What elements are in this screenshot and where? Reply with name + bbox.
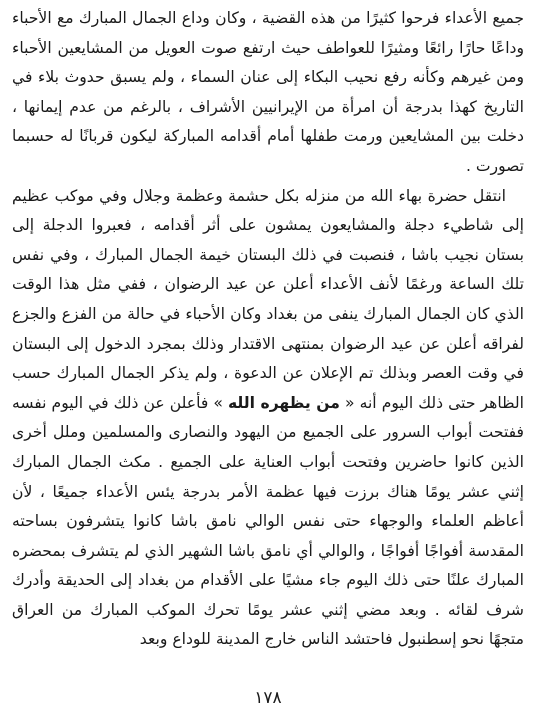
paragraph-1-text: جميع الأعداء فرحوا كثيرًا من هذه القضية ، وكان وداع الجمال المبارك مع الأحباء وداعًا حارًا رائعًا ومثيرًا للعواطف حيث ارتفع صوت العويل من المشايعين الأحباء ومن غيرهم وكأنه رفع نحيب البكاء إلى عنان السماء ، ولم يسبق حدوث بلاء في التاريخ كهذا بدرجة أن امرأة من الإيرانيين الأشراف ، بالرغم من عدم إيمانها ، دخلت بين المشايعين ورمت طفلها أمام أقدامه المباركة ليكون قربانًا له حسبما تصورت . xyxy=(12,9,524,175)
paragraph-2-text-end: » فأعلن عن ذلك في اليوم نفسه ففتحت أبواب السرور على الجميع من اليهود والنصارى والمسلمين وملل أخرى الذين كانوا حاضرين وفتحت أبواب العناية على الجميع . مكث الجمال المبارك إثني عشر يومًا هناك برزت فيها عظمة الأمر بدرجة يئس الأعداء جميعًا ، لأن أعاظم العلماء والوجهاء حتى نفس الوالي نامق باشا كانوا يتشرفون بساحته المقدسة أفواجًا أفواجًا ، والوالي أي نامق باشا الشهير الذي لم يتشرف بمحضره المبارك علنًا حتى ذلك اليوم جاء مشيًا على الأقدام من بغداد إلى الحديقة وأدرك شرف لقائه . وبعد مضي إثني عشر يومًا تحرك الموكب المبارك من العراق متجهًا نحو إسطنبول فاحتشد الناس خارج المدينة للوداع وبعد xyxy=(12,393,524,649)
paragraph-2 xyxy=(12,182,524,656)
paragraph-2-text-start: انتقل حضرة بهاء الله من منزله بكل حشمة وعظمة وجلال وفي موكب عظيم إلى شاطيء دجلة والمشايعون يمشون على أثر أقدامه ، فعبروا الدجلة إلى بستان نجيب باشا ، فنصبت في ذلك البستان خيمة الجمال المبارك ، وفي نفس تلك الساعة ورغمًا لأنف الأعداء أعلن عن عيد الرضوان ، ففي مثل هذا الوقت الذي كان الجمال المبارك ينفى من بغداد وكان الأحباء في حالة من الفزع والجزع لفراقه أعلن عن عيد الرضوان بمنتهى الاقتدار وذلك بمجرد الدخول إلى البستان في وقت العصر وبذلك تم الإعلان عن الدعوة ، ولم يذكر الجمال المبارك حسب الظاهر حتى ذلك اليوم أنه « xyxy=(12,186,524,412)
emphasized-phrase: من يظهره الله xyxy=(227,393,340,412)
paragraph-1 xyxy=(12,4,524,182)
document-page xyxy=(12,4,524,720)
page-number: ١٧٨ xyxy=(254,688,282,708)
